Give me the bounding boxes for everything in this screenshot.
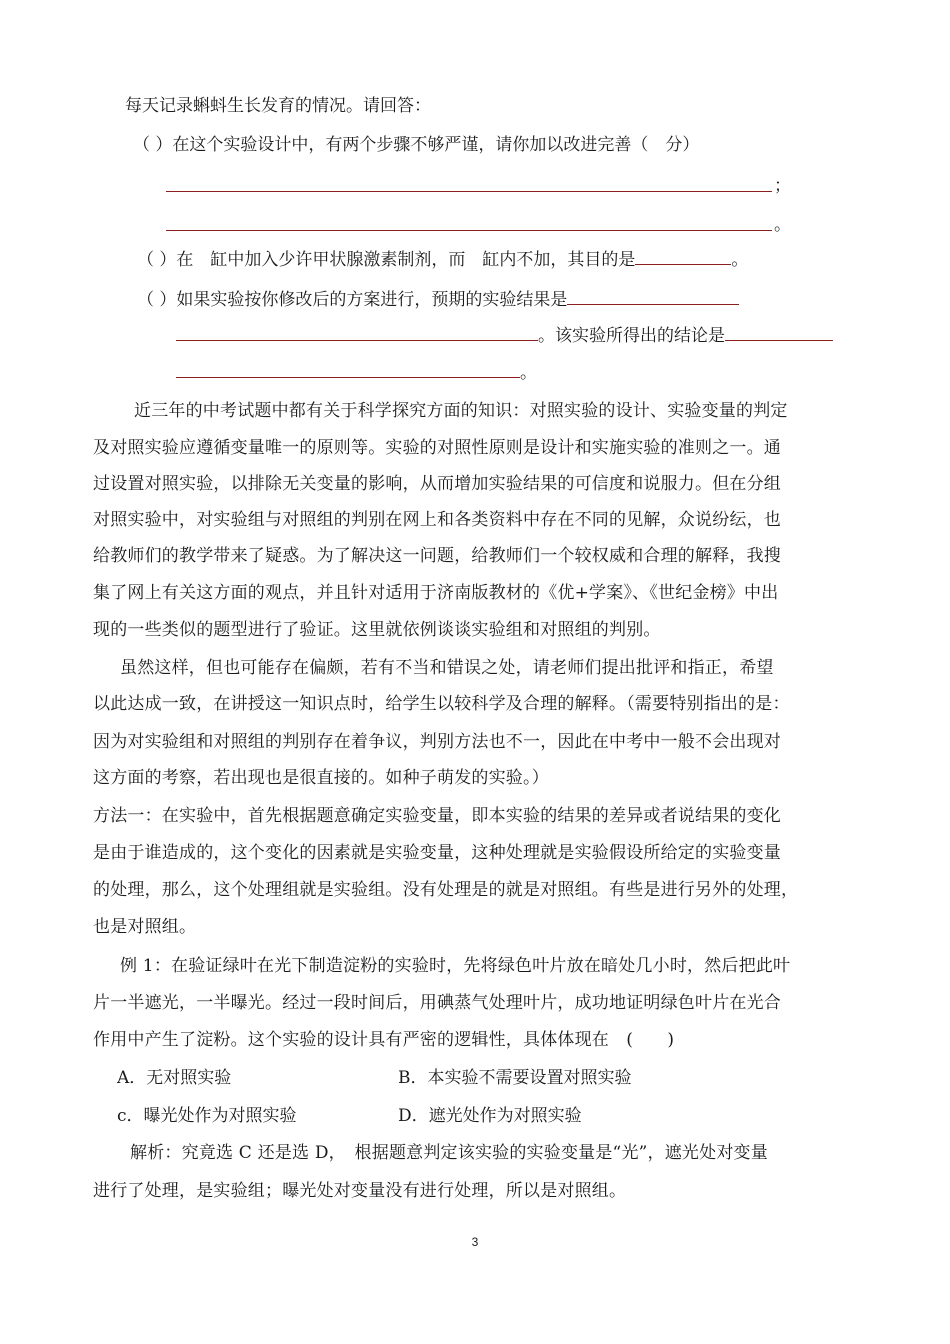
question-1: （ ）在这个实验设计中，有两个步骤不够严谨，请你加以改进完善（ 分） — [133, 135, 700, 155]
para-1-line-4: 对照实验中，对实验组与对照组的判别在网上和各类资料中存在不同的见解，众说纷纭，也 — [93, 510, 781, 530]
example-line-3: 作用中产生了淀粉。这个实验的设计具有严密的逻辑性，具体体现在 ( ) — [93, 1030, 675, 1050]
para-2-line-4: 这方面的考察，若出现也是很直接的。如种子萌发的实验。） — [93, 768, 549, 788]
question-3-line-3 — [176, 361, 537, 383]
para-1-line-2: 及对照实验应遵循变量唯一的原则等。实验的对照性原则是设计和实施实验的准则之一。通 — [93, 438, 781, 458]
example-line-2: 片一半遮光，一半曝光。经过一段时间后，用碘蒸气处理叶片，成功地证明绿色叶片在光合 — [93, 993, 781, 1013]
page-number: 3 — [471, 1235, 479, 1249]
para-1-line-7: 现的一些类似的题型进行了验证。这里就依例谈谈实验组和对照组的判别。 — [93, 620, 661, 640]
question-2-end: 。 — [731, 250, 749, 270]
question-3-mid: 。该实验所得出的结论是 — [538, 326, 725, 346]
para-1-line-3: 过设置对照实验，以排除无关变量的影响，从而增加实验结果的可信度和说服力。但在分组 — [93, 474, 781, 494]
para-2-line-2: 以此达成一致，在讲授这一知识点时，给学生以较科学及合理的解释。（需要特别指出的是： — [93, 694, 790, 714]
para-2-line-3: 因为对实验组和对照组的判别存在着争议，判别方法也不一，因此在中考中一般不会出现对 — [93, 732, 781, 752]
para-1-line-1: 近三年的中考试题中都有关于科学探究方面的知识：对照实验的设计、实验变量的判定 — [134, 401, 788, 421]
option-c: c．曝光处作为对照实验 — [117, 1106, 297, 1126]
question-3-blank-1 — [567, 288, 739, 305]
para-3-line-1: 方法一：在实验中，首先根据题意确定实验变量，即本实验的结果的差异或者说结果的变化 — [93, 806, 781, 826]
para-3-line-3: 的处理，那么，这个处理组就是实验组。没有处理是的就是对照组。有些是进行另外的处理， — [93, 880, 799, 900]
answer-line-1 — [166, 191, 772, 192]
answer-line-2 — [166, 230, 772, 231]
question-3-end: 。 — [520, 363, 537, 383]
analysis-line-2: 进行了处理，是实验组；曝光处对变量没有进行处理，所以是对照组。 — [93, 1181, 627, 1201]
question-3-line-2 — [176, 324, 833, 346]
answer-line-1-end: ； — [774, 176, 791, 196]
option-b: B．本实验不需要设置对照实验 — [398, 1068, 632, 1088]
question-3 — [137, 288, 739, 310]
para-1-line-5: 给教师们的教学带来了疑惑。为了解决这一问题，给教师们一个较权威和合理的解释，我搜 — [93, 546, 781, 566]
question-2 — [137, 248, 748, 270]
para-3-line-4: 也是对照组。 — [93, 917, 197, 937]
analysis-line-1: 解析：究竟选 C 还是选 D， 根据题意判定该实验的实验变量是“光”，遮光处对变量 — [130, 1143, 768, 1163]
option-a: A．无对照实验 — [117, 1068, 232, 1088]
question-2-blank — [635, 248, 731, 265]
para-2-line-1: 虽然这样，但也可能存在偏颇，若有不当和错误之处，请老师们提出批评和指正，希望 — [120, 658, 774, 678]
question-3-blank-4 — [176, 361, 520, 378]
example-line-1: 例 1：在验证绿叶在光下制造淀粉的实验时，先将绿色叶片放在暗处几小时，然后把此叶 — [120, 956, 791, 976]
intro-line: 每天记录蝌蚪生长发育的情况。请回答： — [125, 96, 431, 116]
question-3-blank-3 — [725, 324, 833, 341]
para-3-line-2: 是由于谁造成的，这个变化的因素就是实验变量，这种处理就是实验假设所给定的实验变量 — [93, 843, 781, 863]
option-d: D．遮光处作为对照实验 — [398, 1106, 582, 1126]
para-1-line-6: 集了网上有关这方面的观点，并且针对适用于济南版教材的《优+学案》、《世纪金榜》中出 — [93, 583, 779, 603]
answer-line-2-end: 。 — [774, 215, 791, 235]
question-2-text: （ ）在 缸中加入少许甲状腺激素制剂，而 缸内不加，其目的是 — [137, 250, 636, 270]
question-3-blank-2 — [176, 324, 538, 341]
question-3-text: （ ）如果实验按你修改后的方案进行，预期的实验结果是 — [137, 290, 568, 310]
